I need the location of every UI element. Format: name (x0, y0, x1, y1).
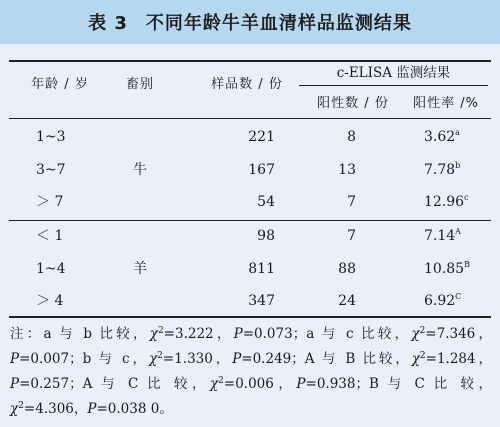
header-rule (9, 118, 491, 119)
p-value: 0.257 (30, 376, 70, 392)
rate-value: 3.62 (424, 129, 456, 145)
p-value: 0.038 0 (107, 401, 160, 417)
p-value: 0.073 (254, 326, 293, 342)
positives-cell: 8 (347, 129, 356, 145)
comparison-label: A 与 B 比较 (304, 351, 396, 367)
rate-superscript: c (464, 193, 469, 202)
header-age: 年龄 / 岁 (31, 77, 89, 92)
rate-cell (424, 227, 461, 245)
age-cell: ＞ 4 (36, 293, 64, 309)
header-positives: 阳性数 / 份 (317, 96, 389, 111)
rate-cell (424, 292, 461, 310)
rate-value: 6.92 (424, 293, 456, 309)
positives-cell: 7 (347, 194, 356, 210)
rate-value: 7.78 (424, 161, 456, 178)
rate-superscript: b (455, 160, 461, 170)
note-comparison: a 与 b 比较，$\chi^2=3.222$，P=0.073； (43, 326, 307, 342)
age-cell: 1~3 (36, 129, 66, 145)
chi-square-value: 7.346 (436, 326, 476, 342)
rate-cell (424, 161, 460, 179)
header-species: 畜别 (125, 77, 154, 92)
note-comparison: A 与 B 比较，$\chi^2=1.284$，P=0.257； (10, 351, 493, 392)
comparison-label: B 与 C 比 较 (368, 376, 479, 392)
rate-cell (424, 193, 469, 211)
note-prefix: 注： (10, 326, 44, 342)
header-rate: 阳性率 /% (413, 96, 479, 111)
table-caption: 不同年龄牛羊血清样品监测结果 (145, 13, 412, 34)
rate-superscript: C (455, 292, 462, 301)
samples-cell: 54 (257, 194, 275, 210)
chi-square-value: 1.330 (174, 351, 213, 367)
positives-cell: 7 (347, 228, 356, 244)
samples-cell: 811 (248, 260, 275, 277)
group-divider (9, 220, 491, 221)
note-comparison: A 与 C 比 较，$\chi^2=0.006$，P=0.938； (82, 376, 369, 392)
age-cell: 3~7 (36, 161, 66, 178)
rate-superscript: A (455, 227, 461, 236)
group-subrule (299, 85, 488, 86)
top-rule (9, 60, 491, 62)
p-value: 0.249 (252, 351, 292, 367)
samples-cell: 221 (248, 129, 275, 145)
samples-cell: 98 (257, 228, 275, 244)
table-number: 表 3 (88, 13, 128, 34)
rate-superscript: B (464, 259, 470, 269)
samples-cell: 167 (248, 161, 275, 178)
bottom-rule (9, 316, 491, 318)
chi-square-value: 1.284 (436, 351, 476, 367)
positives-cell: 13 (338, 161, 356, 178)
comparison-label: a 与 b 比较 (43, 326, 133, 342)
age-cell: 1~4 (36, 260, 66, 277)
p-value: 0.007 (30, 351, 70, 367)
species-cell: 牛 (133, 161, 147, 178)
table-title (0, 0, 500, 44)
rate-cell (424, 260, 470, 278)
positives-cell: 24 (338, 293, 356, 309)
header-celisa-group: c-ELISA 监测结果 (336, 65, 451, 81)
header-samples: 样品数 / 份 (211, 77, 283, 92)
chi-square-value: 3.222 (174, 326, 214, 342)
chi-square-value: 0.006 (235, 376, 274, 392)
age-cell: ＞ 7 (36, 194, 64, 210)
species-cell: 羊 (133, 260, 147, 277)
p-value: 0.938 (316, 376, 356, 392)
samples-cell: 347 (248, 293, 275, 309)
rate-superscript: a (455, 128, 460, 137)
chi-square-value: 4.306 (35, 401, 74, 417)
comparison-label: a 与 c 比较 (306, 326, 395, 342)
note-comparison: B 与 C 比 较，$\chi^2=4.306$，P=0.038 0。 (10, 376, 493, 417)
note-comparison: a 与 c 比较，$\chi^2=7.346$，P=0.007； (10, 326, 493, 367)
comparison-label: A 与 C 比 较 (82, 376, 192, 392)
rate-value: 7.14 (424, 228, 456, 244)
rate-value: 10.85 (424, 260, 465, 277)
table-note (10, 322, 492, 422)
positives-cell: 88 (338, 260, 356, 277)
note-comparison: b 与 c，$\chi^2=1.330$，P=0.249； (82, 351, 305, 367)
age-cell: ＜ 1 (36, 228, 64, 244)
comparison-label: b 与 c (82, 351, 130, 367)
rate-cell (424, 128, 460, 146)
rate-value: 12.96 (424, 194, 465, 210)
